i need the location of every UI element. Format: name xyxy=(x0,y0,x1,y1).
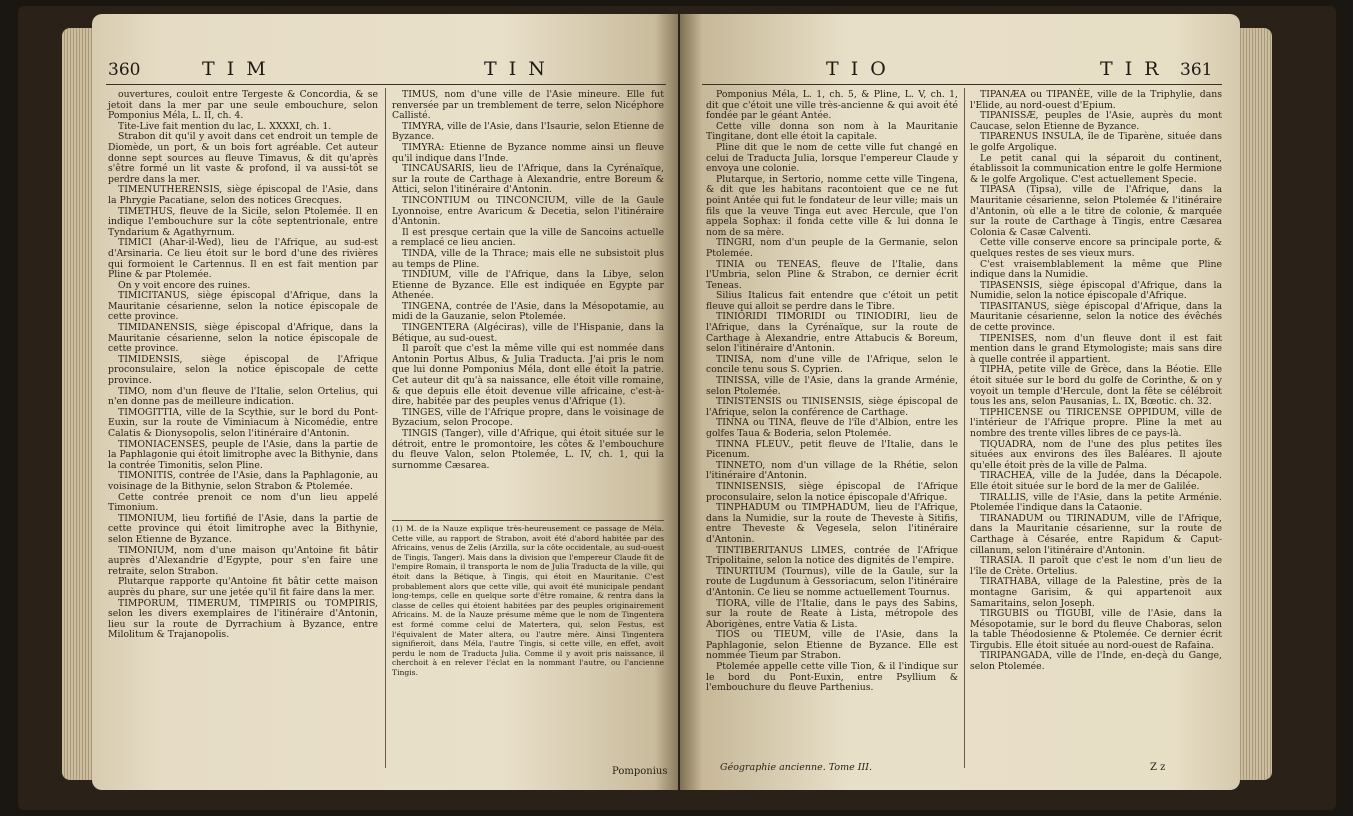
entry-paragraph: TIMPORUM, TIMERUM, TIMPIRIS ou TOMPIRIS, selon les divers exemplaires de l'itinéraire d'Antonin, lieu sur la route de Dyrrachium à Byzance, entre Milolitum & Trajanopolis. xyxy=(108,597,378,641)
entry-paragraph: TINNA ou TINA, fleuve de l'île d'Albion, entre les golfes Taua & Boderia, selon Ptolemée. xyxy=(706,417,958,439)
entry-paragraph: TINIA ou TENEAS, fleuve de l'Italie, dans l'Umbria, selon Pline & Strabon, ce dernier écrit Teneas. xyxy=(706,258,958,291)
entry-paragraph: TIPASENSIS, siège épiscopal d'Afrique, dans la Numidie, selon la notice épiscopale d'Afrique. xyxy=(970,279,1222,302)
entry-paragraph: TIMICI (Ahar-il-Wed), lieu de l'Afrique, au sud-est d'Arsinaria. Ce lieu étoit sur le bord d'une des rivières qui formoient le Cartennus. Il en est fait mention par Pline & par Ptolemée. xyxy=(108,237,378,281)
header-rule xyxy=(106,84,666,85)
volume-footer: Géographie ancienne. Tome III. xyxy=(720,762,873,773)
entry-paragraph: TIRACHEA, ville de la Judée, dans la Décapole. Elle étoit située sur le bord de la mer de Galilée. xyxy=(970,470,1222,492)
right-page xyxy=(680,14,1240,790)
right-page-edges xyxy=(1238,28,1272,780)
entry-paragraph: TIRIPANGADA, ville de l'Inde, en-deçà du Gange, selon Ptolemée. xyxy=(970,650,1222,673)
entry-paragraph: TINPHADUM ou TIMPHADUM, lieu de l'Afrique, dans la Numidie, sur la route de Theveste à Sitifis, entre Theveste & Vegesela, selon l'itinéraire d'Antonin. xyxy=(706,502,958,545)
entry-paragraph: Cette ville donna son nom à la Mauritanie Tingitane, dont elle étoit la capitale. xyxy=(706,120,958,143)
entry-paragraph: TIMICITANUS, siège épiscopal d'Afrique, dans la Mauritanie césarienne, selon la notice épiscopale de cette province. xyxy=(108,290,378,323)
entry-paragraph: TIMYRA: Etienne de Byzance nomme ainsi un fleuve qu'il indique dans l'Inde. xyxy=(392,141,664,164)
entry-paragraph: TIRASIA. Il paroît que c'est le nom d'un lieu de l'île de Crète. Ortelius. xyxy=(970,555,1222,577)
entry-paragraph: TINISSA, ville de l'Asie, dans la grande Arménie, selon Ptolemée. xyxy=(706,375,958,397)
entry-paragraph: TIMYRA, ville de l'Asie, dans l'Isaurie, selon Etienne de Byzance. xyxy=(392,120,664,143)
entry-paragraph: Le petit canal qui la séparoit du continent, établissoit la communication entre le golfe Hermione & le golfe Argolique. C'est actuellement Specie. xyxy=(970,152,1222,185)
entry-paragraph: C'est vraisemblablement la même que Pline indique dans la Numidie. xyxy=(970,258,1222,281)
entry-paragraph: TINNETO, nom d'un village de la Rhétie, selon l'itinéraire d'Antonin. xyxy=(706,459,958,482)
entry-paragraph: TINGENA, contrée de l'Asie, dans la Mésopotamie, au midi de la Gauzanie, selon Ptolemée. xyxy=(392,300,664,323)
entry-paragraph: TIMENUTHERENSIS, siège épiscopal de l'Asie, dans la Phrygie Pacatiane, selon des notices Grecques. xyxy=(108,184,378,206)
entry-paragraph: Il paroît que c'est la même ville qui est nommée dans Antonin Portus Albus, & Julia Traducta. J'ai pris le nom que lui donne Pomponius Méla, dont elle étoit la patrie. Cet auteur dit qu'à sa naissance, elle étoit ville romaine, & que depuis elle étoit devenue ville africaine, c'est-à-dire, habitée par des peuples venus d'Afrique (1). xyxy=(392,343,664,408)
entry-paragraph: TIPASA (Tipsa), ville de l'Afrique, dans la Mauritanie césarienne, selon Ptolemée & l'itinéraire d'Antonin, où elle a le titre de colonie, & marquée sur la route de Carthage à Tingis, entre Cæsarea Colonia & Casæ Calventi. xyxy=(970,184,1222,238)
entry-paragraph: TINCONTIUM ou TINCONCIUM, ville de la Gaule Lyonnoise, entre Avaricum & Decetia, selon l'itinéraire d'Antonin. xyxy=(392,194,664,228)
page-number: 360 xyxy=(108,60,141,80)
entry-paragraph: TIRGUBIS ou TIGUBI, ville de l'Asie, dans la Mésopotamie, sur le bord du fleuve Chaboras, selon la table Théodosienne & Ptolemée. Ce dernier écrit Tirgubis. Elle étoit située au nord-ouest de Rafaina. xyxy=(970,608,1222,651)
entry-paragraph: TIMETHUS, fleuve de la Sicile, selon Ptolemée. Il en indique l'embouchure sur la côte septentrionale, entre Tyndarium & Agathyrnum. xyxy=(108,205,378,238)
entry-paragraph: TIPASITANUS, siège épiscopal d'Afrique, dans la Mauritanie césarienne, selon la notice des évêchés de cette province. xyxy=(970,300,1222,334)
text-column-left xyxy=(108,90,378,641)
entry-paragraph: Pomponius Méla, L. 1, ch. 5, & Pline, L. V, ch. 1, dit que c'étoit une ville très-ancienne & qui avoit été fondée par le géant Antée. xyxy=(706,89,958,122)
entry-paragraph: TIPHA, petite ville de Grèce, dans la Béotie. Elle étoit située sur le bord du golfe de Corinthe, & on y voyoit un temple d'Hercule, dont la fête se célébroit tous les ans, selon Pausanias, L. IX, Bœotic. ch. 32. xyxy=(970,364,1222,408)
entry-paragraph: TINNA FLEUV., petit fleuve de l'Italie, dans le Picenum. xyxy=(706,438,958,461)
entry-paragraph: Plutarque, in Sertorio, nomme cette ville Tingena, & dit que les habitans racontoient que ce ne fut point Antée qui fut le fondateur de leur ville; mais un fils que la veuve Tinga eut avec Hercule, que l'on appela Sophax: il fonda cette ville & lui donna le nom de sa mère. xyxy=(706,173,958,238)
entry-paragraph: TIPANÆA ou TIPANÈE, ville de la Triphylie, dans l'Elide, au nord-ouest d'Epium. xyxy=(970,89,1222,111)
entry-paragraph: Cette ville conserve encore sa principale porte, & quelques restes de ses vieux murs. xyxy=(970,237,1222,259)
entry-paragraph: TINGIS (Tanger), ville d'Afrique, qui étoit située sur le détroit, entre le promontoire, les côtes & l'embouchure du fleuve Valon, selon Ptolemée, L. IV, ch. 1, qui la surnomme Cæsarea. xyxy=(392,428,664,471)
entry-paragraph: TINISA, nom d'une ville de l'Afrique, selon le concile tenu sous S. Cyprien. xyxy=(706,353,958,376)
entry-paragraph: TIMONIUM, nom d'une maison qu'Antoine fit bâtir auprès d'Alexandrie d'Egypte, pour s'en faire une retraite, selon Strabon. xyxy=(108,544,378,577)
entry-paragraph: Cette contrée prenoit ce nom d'un lieu appelé Timonium. xyxy=(108,491,378,514)
entry-paragraph: TINDIUM, ville de l'Afrique, dans la Libye, selon Etienne de Byzance. Elle est indiquée en Egypte par Athenée. xyxy=(392,269,664,302)
entry-paragraph: TIPANISSÆ, peuples de l'Asie, auprès du mont Caucase, selon Etienne de Byzance. xyxy=(970,110,1222,132)
entry-paragraph: TINGES, ville de l'Afrique propre, dans le voisinage de Byzacium, selon Procope. xyxy=(392,406,664,429)
footnote: (1) M. de la Nauze explique très-heureusement ce passage de Méla. Cette ville, au rapport de Strabon, avoit été d'abord habitée par des Africains, venus de Zelis (Arzilla, sur la côte occidentale, au sud-ouest de Tingis, Tanger). Mais dans la division que l'empereur Claude fit de l'empire Romain, il transporta le nom de Julia Traducta de la ville, qui étoit dans la Bétique, à Tingis, qui étoit en Mauritanie. C'est probablement alors que cette ville, qui avoit été municipale pendant long-temps, celle en quelque sorte d'être romaine, & rentra dans la classe de celles qui étoient habitées par des peuples originairement Africains. M. de la Nauze présume même que le nom de Tingentera est formé comme celui de Matertera, qui, selon Festus, est l'équivalent de Mater altera, ou l'autre mère. Ainsi Tingentera signifieroit, dans Méla, l'autre Tingis, si cette ville, en effet, avoit perdu le nom de Traducta Julia. Comme il y avoit pris naissance, il cherchoit à en relever l'éclat en la nommant l'autre, ou l'ancienne Tingis. xyxy=(392,524,664,677)
entry-paragraph: TIRALLIS, ville de l'Asie, dans la petite Arménie. Ptolemée l'indique dans la Cataonie. xyxy=(970,491,1222,514)
running-header: T I O xyxy=(826,58,889,80)
entry-paragraph: TIMONIACENSES, peuple de l'Asie, dans la partie de la Paphlagonie qui étoit limitrophe avec la Bithynie, dans la contrée Timonitis, selon Pline. xyxy=(108,438,378,471)
entry-paragraph: TIMIDENSIS, siège épiscopal de l'Afrique proconsulaire, selon la notice épiscopale de cette province. xyxy=(108,353,378,387)
text-column-right xyxy=(392,90,664,471)
running-header: T I N xyxy=(484,58,548,80)
entry-paragraph: TINIORIDI TIMORIDI ou TINIODIRI, lieu de l'Afrique, dans la Cyrénaïque, sur la route de Carthage à Alexandrie, entre Attabucis & Boreum, selon l'itinéraire d'Antonin. xyxy=(706,311,958,355)
entry-paragraph: Strabon dit qu'il y avoit dans cet endroit un temple de Diomède, un port, & un bois fort agréable. Cet auteur donne sept sources au fleuve Timavus, & dit qu'après s'être formé un lit vaste & profond, il va aussi-tôt se perdre dans la mer. xyxy=(108,131,378,185)
column-separator xyxy=(964,88,965,768)
entry-paragraph: On y voit encore des ruines. xyxy=(118,279,251,291)
entry-paragraph: TIRATHABA, village de la Palestine, près de la montagne Garisim, & qui appartenoit aux Samaritains, selon Joseph. xyxy=(970,576,1222,609)
entry-paragraph: TINISTENSIS ou TINISENSIS, siège épiscopal de l'Afrique, selon la conférence de Carthage. xyxy=(706,396,958,418)
entry-paragraph: TIQUADRA, nom de l'une des plus petites îles situées aux environs des îles Baléares. Il ajoute qu'elle étoit près de la ville de Palma. xyxy=(970,438,1222,471)
entry-paragraph: TINGENTERA (Algéciras), ville de l'Hispanie, dans la Bétique, au sud-ouest. xyxy=(392,322,664,344)
entry-paragraph: TINGRI, nom d'un peuple de la Germanie, selon Ptolemée. xyxy=(706,237,958,259)
entry-paragraph: TIMOGITTIA, ville de la Scythie, sur le bord du Pont-Euxin, sur la route de Viminiacum à Nicomédie, entre Calatis & Dionysopolis, selon l'itinéraire d'Antonin. xyxy=(108,406,378,439)
entry-paragraph: TINDA, ville de la Thrace; mais elle ne subsistoit plus au temps de Pline. xyxy=(392,247,664,270)
running-header: T I M xyxy=(202,58,269,80)
entry-paragraph: TIPARENUS INSULA, île de Tiparène, située dans le golfe Argolique. xyxy=(970,131,1222,153)
entry-paragraph: TIMIDANENSIS, siège épiscopal d'Afrique, dans la Mauritanie césarienne, selon la notice épiscopale de cette province. xyxy=(108,322,378,355)
entry-paragraph: TIMONITIS, contrée de l'Asie, dans la Paphlagonie, au voisinage de la Bithynie, selon Strabon & Ptolemée. xyxy=(108,470,378,492)
left-page xyxy=(92,14,678,790)
entry-paragraph: TIPHICENSE ou TIRICENSE OPPIDUM, ville de l'intérieur de l'Afrique propre. Pline la met au nombre des trente villes libres de ce pays-là. xyxy=(970,406,1222,439)
column-separator xyxy=(385,88,386,768)
entry-paragraph: TIORA, ville de l'Italie, dans le pays des Sabins, sur la route de Reate à Lista, métropole des Aborigènes, entre Vatia & Lista. xyxy=(706,597,958,630)
footnote-rule xyxy=(392,520,664,521)
entry-paragraph: Silius Italicus fait entendre que c'étoit un petit fleuve qui alloit se perdre dans le Tibre. xyxy=(706,290,958,312)
entry-paragraph: TIMUS, nom d'une ville de l'Asie mineure. Elle fut renversée par un tremblement de terre, selon Nicéphore Callisté. xyxy=(392,89,664,122)
catchword: Pomponius xyxy=(612,766,668,777)
entry-paragraph: TINTIBERITANUS LIMES, contrée de l'Afrique Tripolitaine, selon la notice des dignités de l'empire. xyxy=(706,544,958,567)
text-column-left xyxy=(706,90,958,694)
entry-paragraph: Plutarque rapporte qu'Antoine fit bâtir cette maison auprès du phare, sur une jetée qu'il fit faire dans la mer. xyxy=(108,576,378,598)
signature-mark: Z z xyxy=(1150,762,1166,773)
text-column-right xyxy=(970,90,1222,673)
entry-paragraph: TIOS ou TIEUM, ville de l'Asie, dans la Paphlagonie, selon Etienne de Byzance. Elle est nommée Tieum par Strabon. xyxy=(706,629,958,662)
entry-paragraph: Tite-Live fait mention du lac, L. XXXXI, ch. 1. xyxy=(118,120,332,132)
entry-paragraph: TIPENISES, nom d'un fleuve dont il est fait mention dans le grand Etymologiste; mais sans dire à quelle contrée il appartient. xyxy=(970,332,1222,365)
entry-paragraph: TIMO, nom d'un fleuve de l'Italie, selon Ortelius, qui n'en donne pas de meilleure indication. xyxy=(108,385,378,408)
entry-paragraph: TIMONIUM, lieu fortifié de l'Asie, dans la partie de cette province qui étoit limitrophe avec la Bithynie, selon Etienne de Byzance. xyxy=(108,512,378,545)
entry-paragraph: TINURTIUM (Tournus), ville de la Gaule, sur la route de Lugdunum à Gessoriacum, selon l'itinéraire d'Antonin. Ce lieu se nomme actuellement Tournus. xyxy=(706,565,958,598)
entry-paragraph: ouvertures, couloit entre Tergeste & Concordia, & se jetoit dans la mer par une seule embouchure, selon Pomponius Méla, L. II, ch. 4. xyxy=(108,89,378,122)
entry-paragraph: TIRANADUM ou TIRINADUM, ville de l'Afrique, dans la Mauritanie césarienne, sur la route de Carthage à Césarée, entre Rapidum & Caput-cillanum, selon l'itinéraire d'Antonin. xyxy=(970,512,1222,556)
header-rule xyxy=(702,84,1222,85)
entry-paragraph: TINCAUSARIS, lieu de l'Afrique, dans la Cyrénaïque, sur la route de Carthage à Alexandrie, entre Boreum & Attici, selon l'itinéraire d'Antonin. xyxy=(392,163,664,196)
left-page-edges xyxy=(62,28,94,780)
page-number: 361 xyxy=(1180,60,1213,80)
running-header: T I R xyxy=(1100,58,1162,80)
entry-paragraph: Ptolemée appelle cette ville Tion, & il l'indique sur le bord du Pont-Euxin, entre Psyllium & l'embouchure du fleuve Parthenius. xyxy=(706,661,958,694)
entry-paragraph: Il est presque certain que la ville de Sancoins actuelle a remplacé ce lieu ancien. xyxy=(392,226,664,249)
entry-paragraph: Pline dit que le nom de cette ville fut changé en celui de Traducta Julia, lorsque l'empereur Claude y envoya une colonie. xyxy=(706,141,958,175)
entry-paragraph: TINNISENSIS, siège épiscopal de l'Afrique proconsulaire, selon la notice épiscopale d'Afrique. xyxy=(706,480,958,503)
